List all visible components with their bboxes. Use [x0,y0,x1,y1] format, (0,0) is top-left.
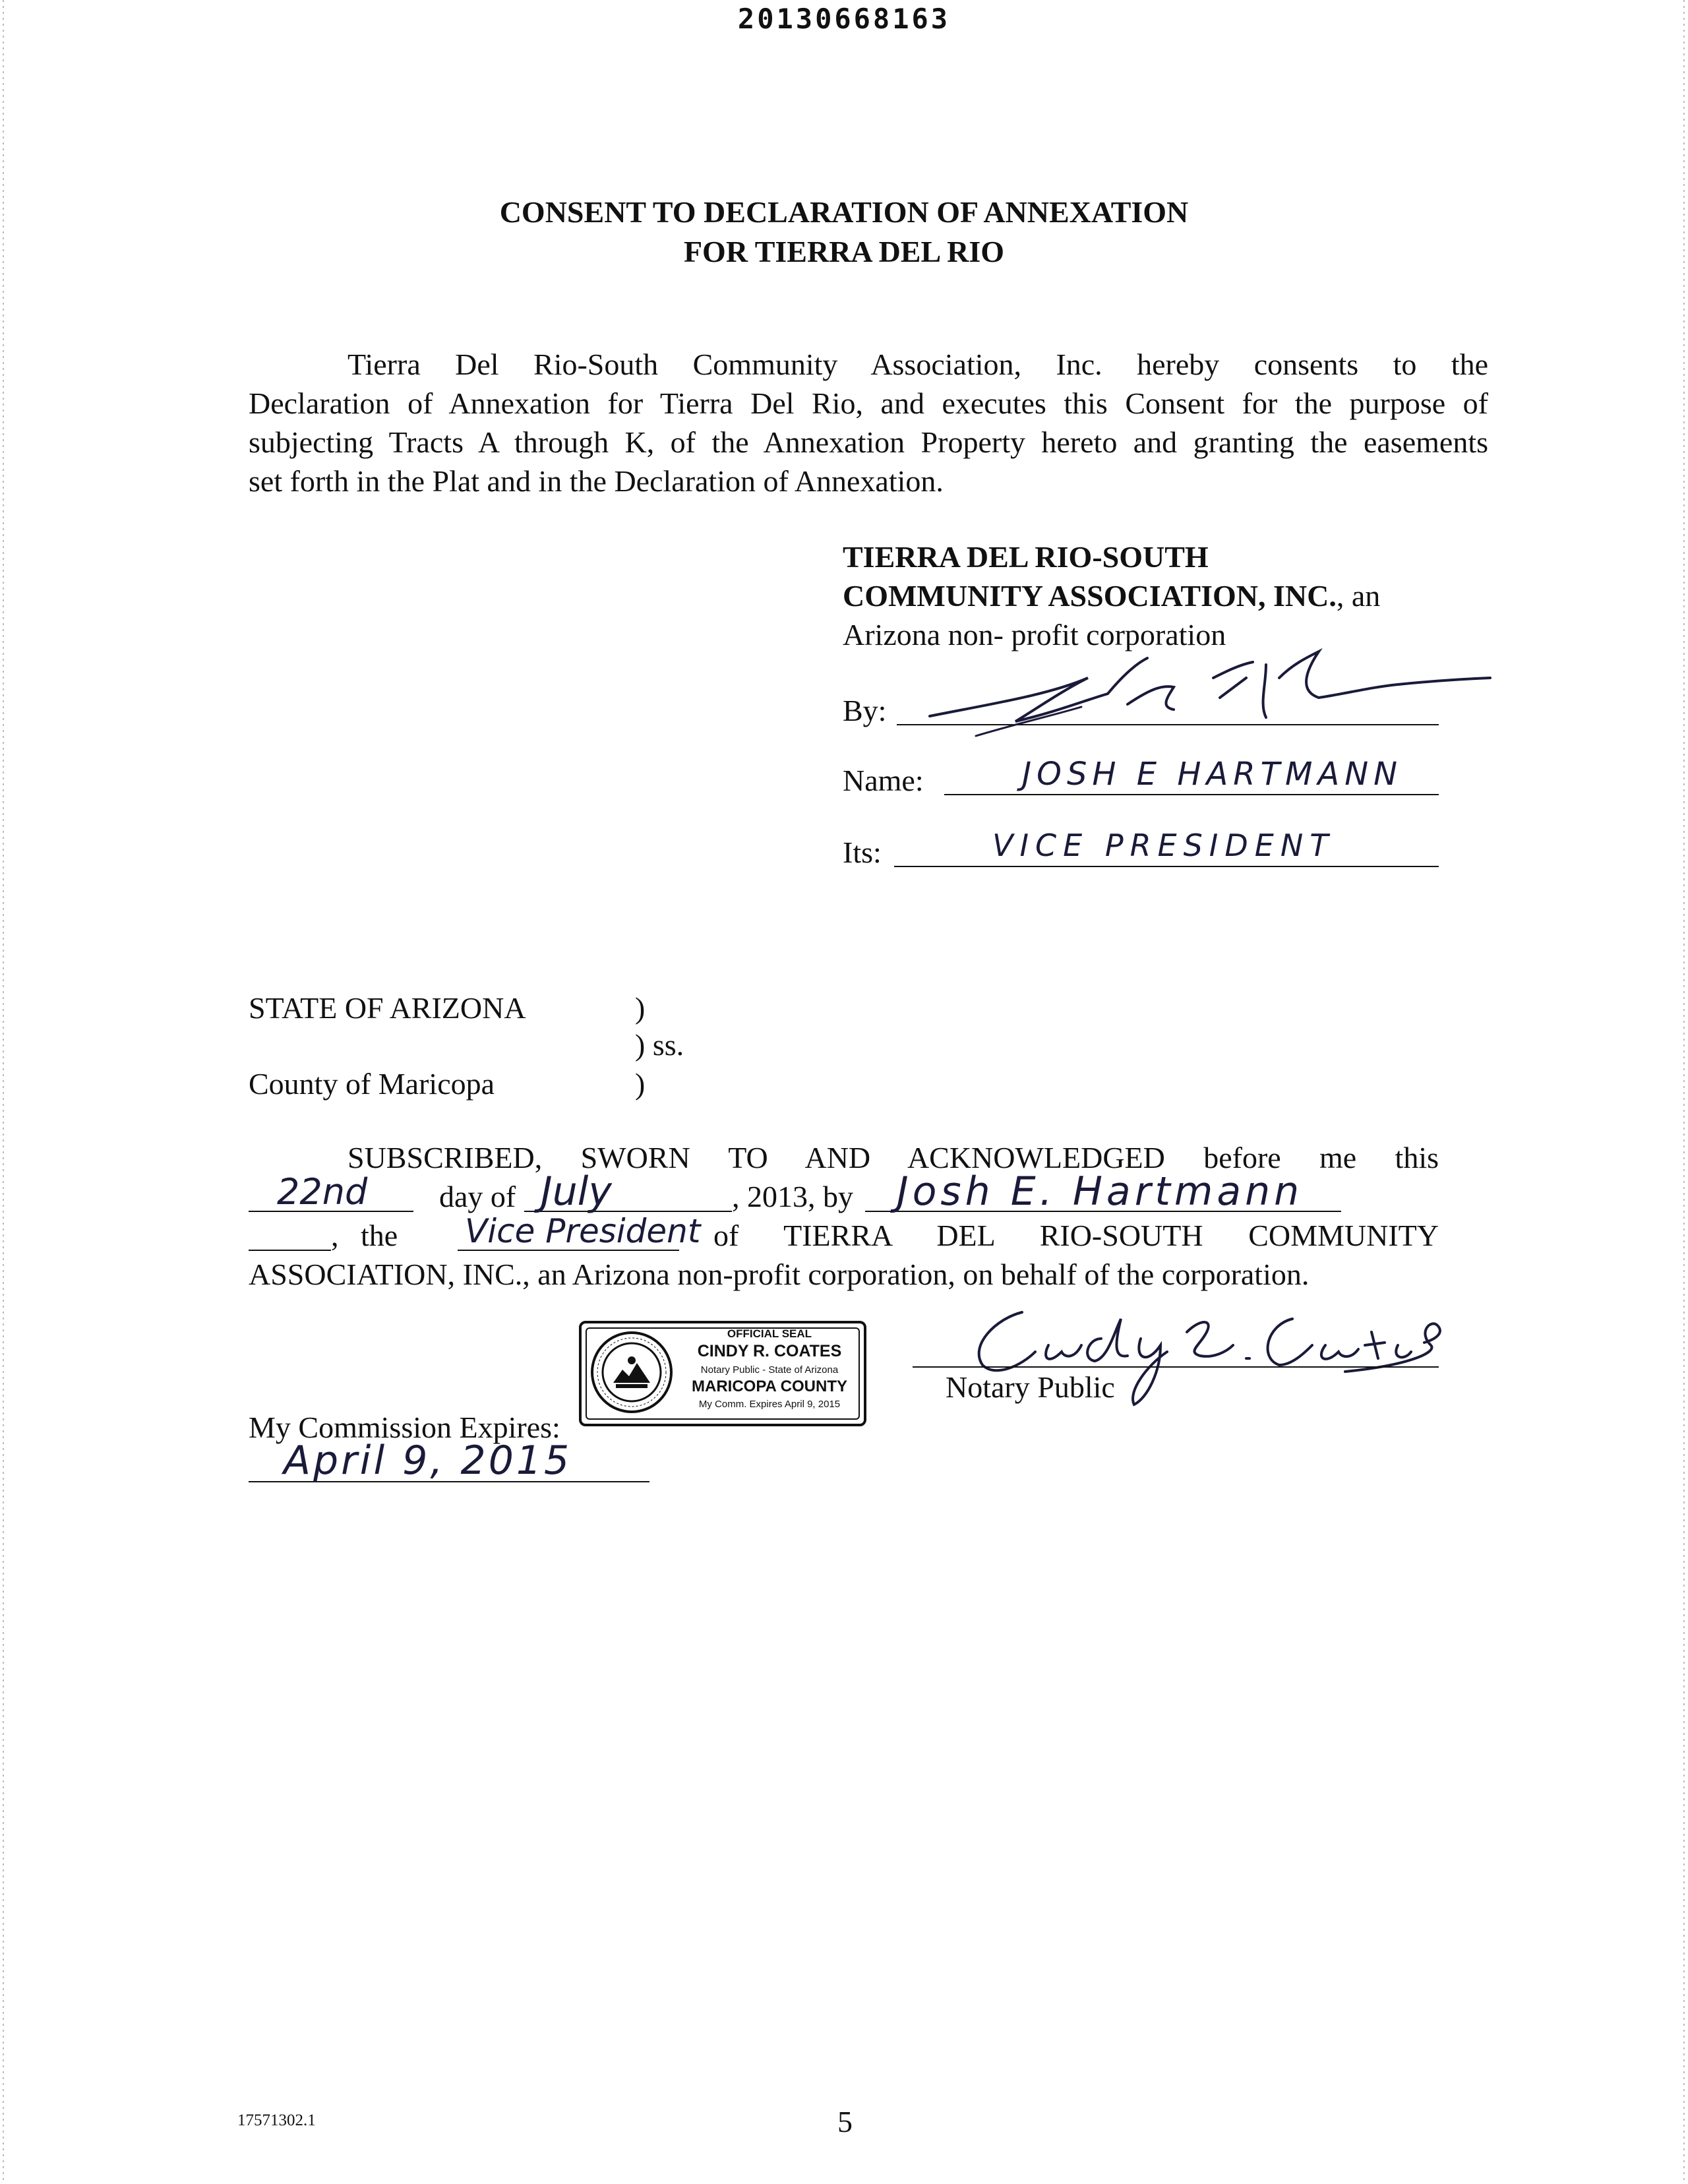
ack-line-1: SUBSCRIBED, SWORN TO AND ACKNOWLEDGED before me this [347,1141,1439,1174]
its-value: VICE PRESIDENT [992,828,1335,863]
footer-doc-id: 17571302.1 [237,2111,316,2129]
title-line-1: CONSENT TO DECLARATION OF ANNEXATION [499,195,1189,229]
venue-state: STATE OF ARIZONA [249,991,526,1025]
venue-paren-3: ) [635,1067,646,1101]
name-label: Name: [843,764,924,797]
paragraph-line-4: set forth in the Plat and in the Declaration of Annexation. [249,464,944,498]
name-line [944,794,1439,795]
ack-month-value: July [541,1168,612,1215]
title-line-2: FOR TIERRA DEL RIO [683,235,1005,268]
notary-public-label: Notary Public [946,1370,1115,1404]
paragraph-line-2: Declaration of Annexation for Tierra Del Rio, and executes this Consent for the purpose of [249,386,1488,420]
its-label: Its: [843,835,882,869]
commission-label: My Commission Expires: [249,1410,560,1444]
commission-value: April 9, 2015 [284,1438,572,1484]
paragraph-line-1: Tierra Del Rio-South Community Association, Inc. hereby consents to the [347,348,1488,381]
officer-signature [910,638,1503,737]
notary-seal [579,1321,866,1426]
seal-line-4: MARICOPA COUNTY [692,1378,847,1395]
scan-edge-left [3,0,4,2184]
ack-blank-line [249,1250,331,1251]
entity-name-line-2 [843,576,1380,615]
ack-day-value: 22nd [277,1171,368,1213]
seal-line-5: My Comm. Expires April 9, 2015 [698,1399,841,1410]
recording-number: 20130668163 [737,3,951,35]
ack-title-value: Vice President [465,1212,701,1250]
state-seal-icon [589,1330,674,1414]
ack-day-of: day of [439,1180,516,1213]
ack-person-value: Josh E. Hartmann [897,1168,1304,1215]
entity-name-tail: , an [1336,579,1381,613]
ack-of-entity: of TIERRA DEL RIO-SOUTH COMMUNITY [713,1219,1439,1252]
ack-year-by: , 2013, by [732,1180,853,1213]
venue-paren-1: ) [635,991,646,1025]
its-line [894,866,1439,867]
by-label: By: [843,694,887,727]
venue-ss: ) ss. [635,1028,684,1062]
entity-name-line-1: TIERRA DEL RIO-SOUTH [843,540,1209,574]
ack-comma-the: , the [331,1219,398,1252]
venue-county: County of Maricopa [249,1067,495,1101]
seal-line-3: Notary Public - State of Arizona [700,1364,839,1376]
paragraph-line-3: subjecting Tracts A through K, of the Annexation Property hereto and granting the easements [249,425,1488,459]
ack-line-4: ASSOCIATION, INC., an Arizona non-profit corporation, on behalf of the corporation. [249,1258,1310,1291]
seal-line-1: OFFICIAL SEAL [727,1327,812,1340]
name-value: JOSH E HARTMANN [1022,756,1403,793]
entity-type: Arizona non- profit corporation [843,618,1226,652]
page-number: 5 [837,2105,853,2138]
scan-edge-right [1683,0,1685,2184]
entity-name-bold: COMMUNITY ASSOCIATION, INC. [843,579,1337,613]
seal-line-2: CINDY R. COATES [697,1342,842,1360]
